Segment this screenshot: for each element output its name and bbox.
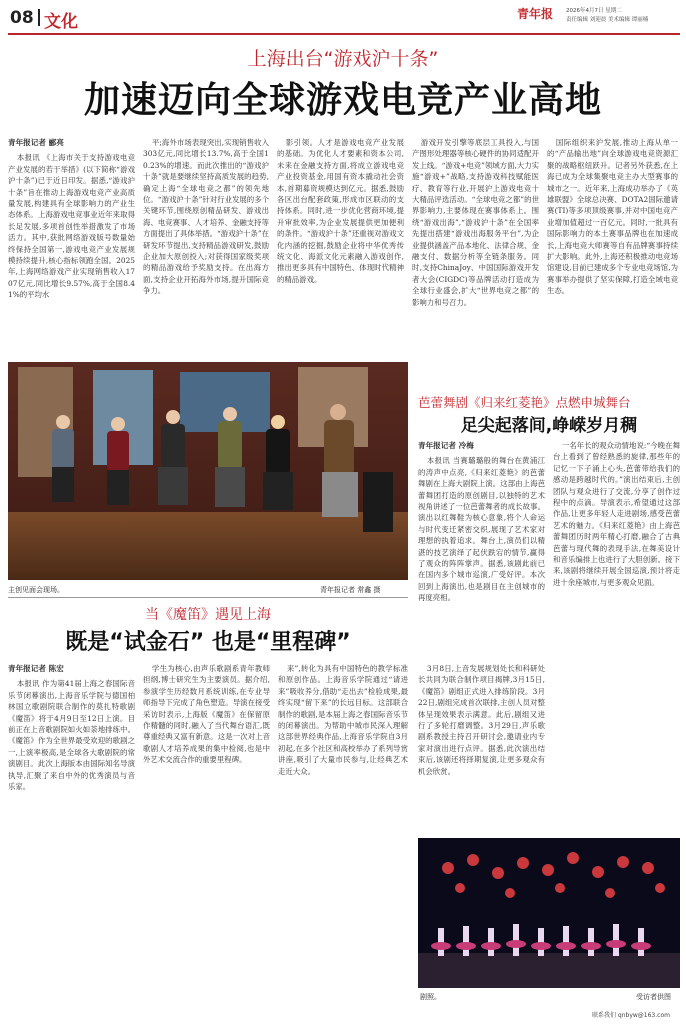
magic-column-1 bbox=[8, 663, 135, 1008]
lead-column-3 bbox=[277, 137, 404, 355]
lead-column-1 bbox=[8, 137, 135, 355]
ballet-kicker: 芭蕾舞剧《归来红菱艳》点燃申城舞台 bbox=[418, 395, 631, 410]
magic-kicker: 当《魔笛》遇见上海 bbox=[145, 607, 271, 623]
ballet-stage-photo bbox=[418, 838, 680, 988]
magic-col3-text: 来”,转化为具有中国特色的教学标准和原创作品。上海音乐学院通过“请进来”吸收养分,借助“走出去”检验成果,最终实现“留下来”的长远目标。这部联合制作的歌剧,是本届上海之春国际音乐节的闭幕演出。为帮助中城市民深入理解这部世界经典作品,上海音乐学院自3月初起,在多个社区和高校举办了系列导赏讲座,吸引了大量市民参与,让经典艺术走近大众。 bbox=[278, 664, 408, 776]
ballet-photo-caption-left: 剧照。 bbox=[420, 993, 441, 1001]
ballet-photo-caption-right: 受访者供图 bbox=[636, 993, 671, 1001]
magic-byline: 青年报记者 陈宏 bbox=[8, 664, 64, 673]
ballet-headline: 足尖起落间,峥嵘岁月稠 bbox=[460, 416, 638, 436]
magic-headline: 既是“试金石” 也是“里程碑” bbox=[65, 630, 351, 655]
ballet-col1-text: 本报讯 当赛璐璐般的舞台在黄浦江的涛声中点亮,《归来红菱艳》的芭蕾舞剧在上海大剧院上演。这部由上海芭蕾舞团打造的原创剧目,以独特的艺术视角讲述了一位芭蕾舞者的成长故事。演出以红舞鞋为核心意象,将个人命运与时代变迁紧密交织,展现了艺术家对理想的执着追求。舞台上,演员们以精湛的技艺演绎了起伏跌宕的情节,赢得了观众的阵阵掌声。据悉,该剧此前已在国内多个城市巡演,广受好评。本次回到上海演出,也是剧目在主创城市的再度亮相。 bbox=[418, 456, 545, 603]
section-divider-line bbox=[8, 597, 408, 598]
magic-column-3 bbox=[278, 663, 408, 1008]
magic-column-2 bbox=[143, 663, 270, 1008]
lead-col1-text: 本报讯 《上海市关于支持游戏电竞产业发展的若干举措》(以下简称“游戏沪十条”)已于近日印发。据悉,“游戏沪十条”旨在推动上海游戏电竞产业高质量发展,构建具有全球影响力的产业生态体系。上海游戏电竞事业近年来取得长足发展,多项首创性举措激发了市场活力。其中,获批网络游戏版号数量始终保持全国第一,游戏电竞产业发展规模持续提升,核心指标领跑全国。2025年,上海网络游戏产业实现销售收入1707亿元,同比增长9.57%,高于全国8.41%的平均水 bbox=[8, 153, 135, 300]
lead-column-4 bbox=[412, 137, 539, 355]
lead-headline: 加速迈向全球游戏电竞产业高地 bbox=[83, 80, 602, 121]
lead-col5-text: 国际组织来沪发展,推动上海从单一的“产品输出地”向全球游戏电竞资源汇聚的战略枢纽跃升。记者另外获悉,在上海已成为全球集聚电竞主办大型赛事的城市之一。近年来,上海成功举办了《英雄联盟》全球总决赛、DOTA2国际邀请赛(TI)等多项顶级赛事,并对中国电竞产业增加值超过一百亿元。同时,一批具有国际影响力的本土赛事品牌也在加速成长,上海电竞大师赛等自有品牌赛事持续扩大影响。此外,上海还积极推动电竞场馆建设,目前已建成多个专业电竞场馆,为赛事举办提供了坚实保障,打造全域电竞生态。 bbox=[547, 138, 678, 296]
lead-col3-text: 影引领。人才是游戏电竞产业发展的基础。为优化人才要素和资本公司,未来在金融支持方面,将成立游戏电竞产业投资基金,用国有资本撬动社会资本,首期募资规模达到亿元。据悉,鼓励各区出台配套政策,形成市区联动的支持体系。同时,进一步优化营商环境,提升审批效率,为企业发展提供更加便利的条件。“游戏沪十条”还重视对游戏文化内涵的挖掘,鼓励企业将中华优秀传统文化、海派文化元素融入游戏创作,推出更多具有中国特色、体现时代精神的精品游戏。 bbox=[277, 138, 404, 284]
photo-caption-right: 青年报记者 常鑫 摄 bbox=[320, 586, 381, 594]
ballet-byline: 青年报记者 冷梅 bbox=[418, 441, 474, 450]
header-date: 2026年4月7日 星期二 bbox=[566, 8, 622, 14]
header-rule bbox=[8, 33, 680, 35]
lead-kicker: 上海出台“游戏沪十条” bbox=[247, 48, 439, 70]
footer-contact: 联系我们 qnbyw@163.com bbox=[592, 1012, 670, 1019]
ballet-col2-text: 一名年长的观众动情地说:“今晚在舞台上看到了曾经熟悉的旋律,那些年的记忆一下子涌上心头,芭蕾带给我们的感动是跨越时代的。”演出结束后,主创团队与观众进行了交流,分享了创作过程中的点滴。导演表示,希望通过这部作品,让更多年轻人走进剧场,感受芭蕾艺术的魅力。《归来红菱艳》由上海芭蕾舞团历时两年精心打磨,融合了古典芭蕾与现代舞的表现手法,在舞美设计和音乐编排上也进行了大胆创新。接下来,该剧将继续开展全国巡演,预计将走进十余座城市,与更多观众见面。 bbox=[553, 441, 680, 587]
page-number: 08 bbox=[10, 8, 34, 28]
magic-column-4 bbox=[418, 663, 545, 823]
lead-byline: 青年报记者 郦亮 bbox=[8, 138, 64, 147]
press-conference-photo bbox=[8, 362, 408, 580]
lead-col2-text: 平;海外市场表现突出,实现销售收入303亿元,同比增长13.7%,高于全国10.23%的增速。而此次推出的“游戏沪十条”就是要继续坚持高质发展的趋势,确定上海“全球电竞之都”的领先地位。“游戏沪十条”针对行业发展的多个关键环节,围绕原创精品研发、游戏出海、电竞赛事、人才培养、金融支持等方面提出了具体举措。“游戏沪十条”在研发环节提出,支持精品游戏研发,鼓励企业加大原创投入;对获得国家级奖项的精品游戏给予奖励支持。在出海方面,支持企业开拓海外市场,提升国际竞争力。 bbox=[143, 138, 269, 296]
section-title: 文化 bbox=[44, 12, 78, 32]
masthead-logo: 青年报 bbox=[517, 7, 554, 21]
page-header bbox=[0, 0, 686, 36]
section-divider bbox=[38, 9, 40, 26]
magic-col2-text: 学生为核心,由声乐歌剧系青年教师担纲,博士研究生为主要演员。据介绍,参演学生历经数月系统训练,在专业导师指导下完成了角色塑造。导演在接受采访时表示,上海版《魔笛》在保留原作精髓的同时,融入了当代舞台语汇,既尊重经典又富有新意。这是一次对上音歌剧人才培养成果的集中检阅,也是中外艺术交流合作的重要里程碑。 bbox=[143, 664, 270, 765]
magic-col4-text: 3月8日,上音发展规划处长和科研处长共同为联合制作项目揭牌,3月15日,《魔笛》剧组正式进入排练阶段。3月22日,剧组完成首次联排,主创人员对整体呈现效果表示满意。此后,剧组又进行了多轮打磨调整。3月29日,声乐歌剧系教授主持召开研讨会,邀请业内专家对演出进行点评。据悉,此次演出结束后,该剧还将择期复演,让更多观众有机会欣赏。 bbox=[418, 664, 545, 776]
ballet-column-2 bbox=[553, 440, 680, 824]
lead-column-2 bbox=[143, 137, 269, 355]
lead-column-5 bbox=[547, 137, 678, 355]
photo-caption-left: 主创见面会现场。 bbox=[8, 586, 64, 594]
lead-col4-text: 游戏开发引擎等底层工具投入,与国产图形处理器等核心硬件的协同适配开发上线。“游戏+电竞”领域方面,大力实施“游戏+”战略,支持游戏科技赋能医疗、教育等行业,开展沪上游戏电竞十大精品评选活动。“全球电竞之都”的世界影响力,主要体现在赛事体系上。围绕“游戏出海”,“游戏沪十条”在全国率先提出搭建“游戏出海服务平台”,为企业提供涵盖产品本地化、法律合规、金融支付、数据分析等全链条服务。同时,支持ChinaJoy、中国国际游戏开发者大会(CIGDC)等品牌活动打造成为全球行业盛会,扩大“世界电竞之都”的影响力和号召力。 bbox=[412, 138, 539, 307]
magic-col1-text: 本报讯 作为第41届上海之春国际音乐节闭幕演出,上海音乐学院与德国柏林国立歌剧院联合制作的莫扎特歌剧《魔笛》将于4月9日至12日上演。目前正在上音歌剧院如火如荼地排练中。《魔笛》作为全世界最受欢迎的歌剧之一,上演率极高,是全球各大歌剧院的常演剧目。此次上海版本由国际知名导演执导,汇聚了来自中外的优秀演员与音乐家。 bbox=[8, 679, 135, 792]
header-editors: 责任编辑 刘迎晨 美术编辑 谭丽楠 bbox=[566, 17, 649, 23]
